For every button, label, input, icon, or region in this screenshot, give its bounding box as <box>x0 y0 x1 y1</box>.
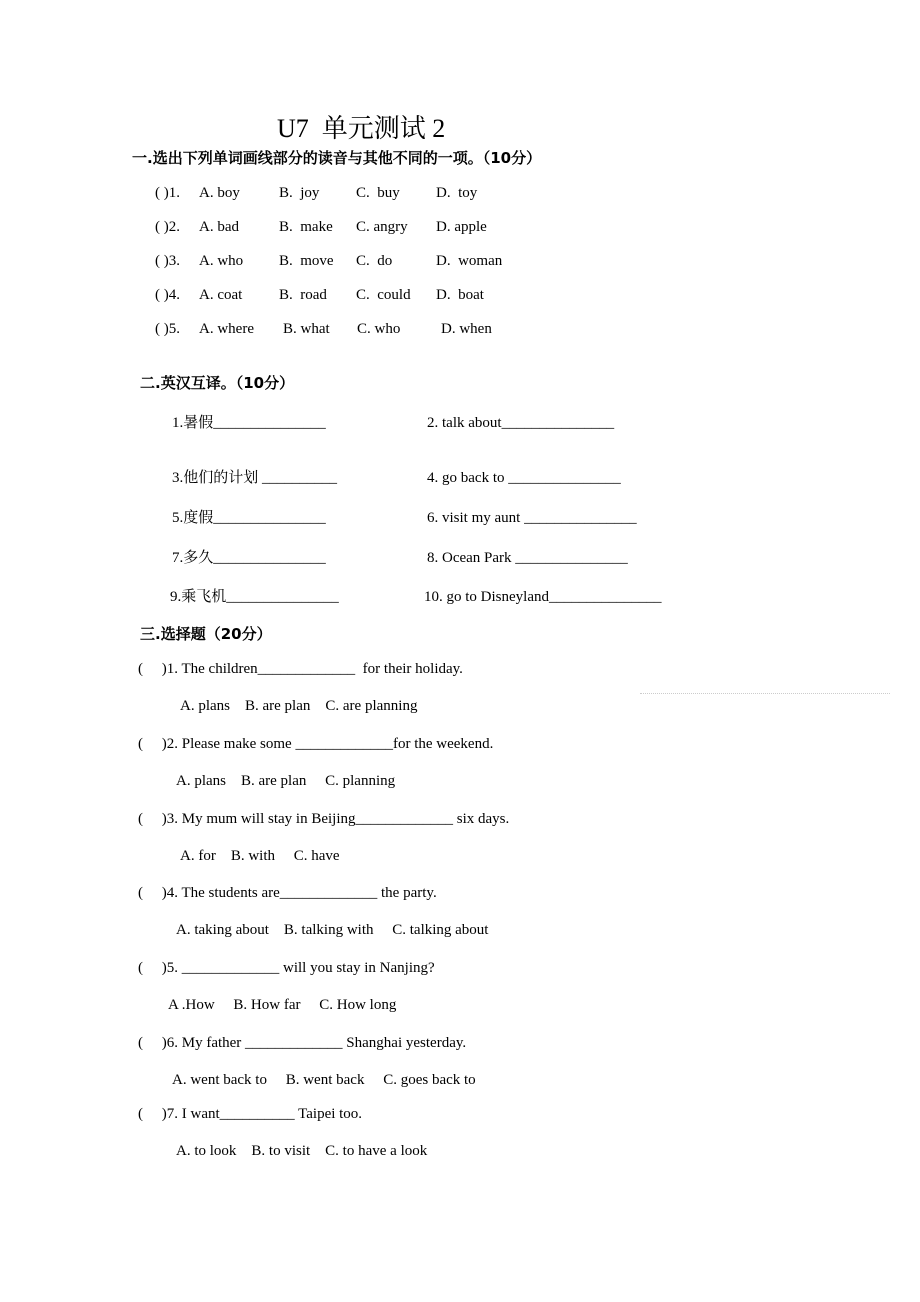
answer-options: A. plans B. are plan C. planning <box>176 773 396 789</box>
question-c: C. who <box>357 321 401 337</box>
question-d: D. woman <box>436 253 503 269</box>
section1-heading: 一.选出下列单词画线部分的读音与其他不同的一项。（10分） <box>132 149 542 167</box>
question-b: B. joy <box>279 185 320 201</box>
answer-options: A. plans B. are plan C. are planning <box>180 698 418 714</box>
translation-item: 5.度假_______________ <box>172 510 326 526</box>
question-stem: ( )2. Please make some _____________for the weekend. <box>138 736 494 752</box>
question-c: C. do <box>356 253 393 269</box>
question-d: D. boat <box>436 287 484 303</box>
question-num: ( )2. <box>155 219 180 235</box>
translation-item: 7.多久_______________ <box>172 550 326 566</box>
divider <box>640 693 890 694</box>
question-d: D. toy <box>436 185 478 201</box>
question-num: ( )4. <box>155 287 180 303</box>
question-num: ( )5. <box>155 321 180 337</box>
question-stem: ( )4. The students are_____________ the party. <box>138 885 437 901</box>
question-stem: ( )6. My father _____________ Shanghai yesterday. <box>138 1035 467 1051</box>
question-num: ( )1. <box>155 185 180 201</box>
answer-options: A. to look B. to visit C. to have a look <box>176 1143 428 1159</box>
question-stem: ( )7. I want__________ Taipei too. <box>138 1106 363 1122</box>
question-a: A. who <box>199 253 244 269</box>
question-c: C. could <box>356 287 411 303</box>
question-c: C. angry <box>356 219 408 235</box>
translation-item: 8. Ocean Park _______________ <box>427 550 628 566</box>
question-a: A. bad <box>199 219 239 235</box>
question-num: ( )3. <box>155 253 180 269</box>
translation-item: 3.他们的计划 __________ <box>172 470 338 486</box>
page-title: U7 单元测试 2 <box>277 114 446 143</box>
question-c: C. buy <box>356 185 400 201</box>
section2-heading: 二.英汉互译。（10分） <box>140 374 295 392</box>
question-b: B. what <box>283 321 330 337</box>
question-b: B. road <box>279 287 327 303</box>
question-stem: ( )5. _____________ will you stay in Nanjing? <box>138 960 435 976</box>
question-stem: ( )3. My mum will stay in Beijing_____________ six days. <box>138 811 510 827</box>
answer-options: A. went back to B. went back C. goes back to <box>172 1072 476 1088</box>
answer-options: A. taking about B. talking with C. talking about <box>176 922 489 938</box>
question-b: B. move <box>279 253 334 269</box>
translation-item: 1.暑假_______________ <box>172 415 326 431</box>
translation-item: 10. go to Disneyland_______________ <box>424 589 662 605</box>
answer-options: A. for B. with C. have <box>180 848 340 864</box>
question-a: A. where <box>199 321 254 337</box>
section3-heading: 三.选择题（20分） <box>140 625 272 643</box>
question-a: A. boy <box>199 185 240 201</box>
question-a: A. coat <box>199 287 243 303</box>
translation-item: 6. visit my aunt _______________ <box>427 510 637 526</box>
translation-item: 4. go back to _______________ <box>427 470 621 486</box>
translation-item: 2. talk about_______________ <box>427 415 615 431</box>
question-d: D. when <box>441 321 492 337</box>
question-stem: ( )1. The children_____________ for their holiday. <box>138 661 463 677</box>
answer-options: A .How B. How far C. How long <box>168 997 397 1013</box>
translation-item: 9.乘飞机_______________ <box>170 589 339 605</box>
question-b: B. make <box>279 219 333 235</box>
question-d: D. apple <box>436 219 487 235</box>
